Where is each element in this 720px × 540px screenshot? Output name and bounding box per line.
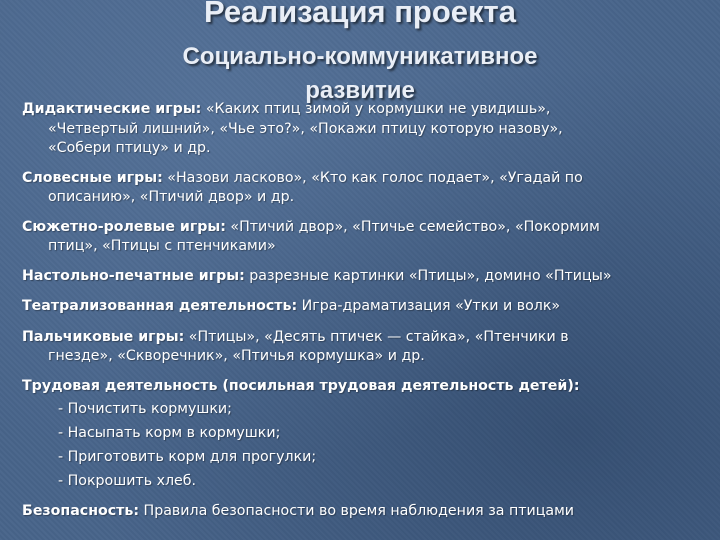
list-item: - Покрошить хлеб.	[58, 473, 197, 489]
section-didactic-games	[22, 100, 702, 159]
section-labor	[22, 377, 702, 493]
slide-content	[22, 100, 702, 533]
section-label: Театрализованная деятельность:	[22, 298, 298, 314]
subtitle-line-2: развитие	[305, 77, 415, 104]
section-label: Сюжетно-ролевые игры:	[22, 218, 226, 235]
section-finger-games	[22, 328, 702, 367]
section-theatre	[22, 297, 702, 317]
section-text: «Четвертый лишний», «Чье это?», «Покажи птицу которую назову»,	[48, 120, 563, 137]
list-item: - Приготовить корм для прогулки;	[58, 449, 317, 465]
section-text: Игра-драматизация «Утки и волк»	[297, 298, 561, 314]
slide-title: Реализация проекта	[204, 0, 516, 29]
subtitle-line-1: Социально-коммуникативное	[182, 43, 538, 70]
section-text: «Птичий двор», «Птичье семейство», «Покормим	[225, 218, 600, 235]
section-label: Дидактические игры:	[22, 101, 202, 117]
section-role-games	[22, 218, 702, 257]
section-label: Безопасность:	[22, 503, 140, 519]
section-text: описанию», «Птичий двор» и др.	[48, 189, 295, 205]
section-text: «Собери птицу» и др.	[48, 140, 211, 156]
section-text: «Каких птиц зимой у кормушки не увидишь»,	[201, 101, 551, 117]
list-item: - Насыпать корм в кормушки;	[58, 425, 281, 441]
section-text: «Птицы», «Десять птичек — стайка», «Птенчики в	[184, 328, 569, 345]
list-item: - Почистить кормушки;	[58, 401, 232, 417]
section-label: Настольно-печатные игры:	[22, 267, 245, 284]
section-verbal-games	[22, 169, 702, 208]
section-text: Правила безопасности во время наблюдения за птицами	[139, 503, 574, 519]
section-text: птиц», «Птицы с птенчиками»	[48, 238, 276, 254]
section-label: Словесные игры:	[22, 169, 163, 186]
section-label: Пальчиковые игры:	[22, 328, 185, 345]
section-label: Трудовая деятельность (посильная трудовая деятельность детей):	[22, 377, 580, 394]
section-text: «Назови ласково», «Кто как голос подает», «Угадай по	[162, 169, 583, 186]
section-board-games	[22, 267, 702, 287]
section-safety	[22, 502, 702, 522]
slide-subtitle	[0, 40, 720, 108]
section-text: гнезде», «Скворечник», «Птичья кормушка» и др.	[48, 348, 425, 364]
section-text: разрезные картинки «Птицы», домино «Птицы»	[244, 267, 612, 284]
